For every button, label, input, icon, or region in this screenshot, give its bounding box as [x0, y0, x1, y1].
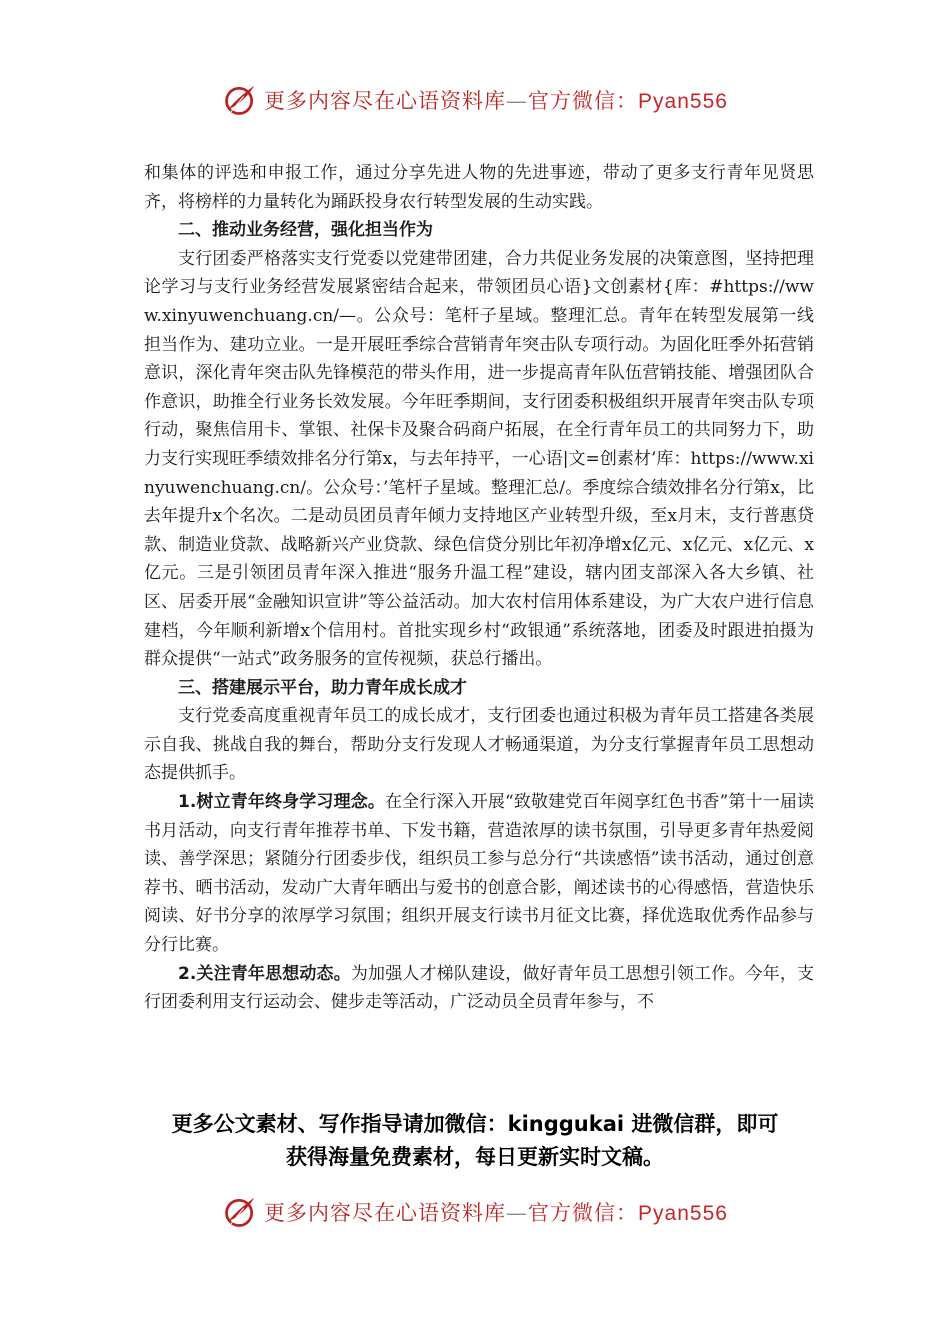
quill-logo-icon — [222, 82, 258, 118]
paragraph: 和集体的评选和申报工作，通过分享先进人物的先进事迹，带动了更多支行青年见贤思齐，将榜样的力量转化为踊跃投身农行转型发展的生动实践。 — [144, 163, 814, 212]
section-heading: 三、搭建展示平台，助力青年成长成才 — [178, 677, 467, 698]
promo-line-2: 获得海量免费素材，每日更新实时文稿。 — [286, 1145, 664, 1169]
quill-logo-icon — [222, 1194, 258, 1230]
subsection-lead: 1.树立青年终身学习理念。 — [178, 792, 386, 813]
paragraph: 支行团委严格落实支行党委以党建带团建，合力共促业务发展的决策意图，坚持把理论学习与支行业务经营发展紧密结合起来，带领团员心语}文创素材{库：#https://www.xinyuwenchuang.cn/—。公众号：笔杆子星域。整理汇总。青年在转型发展第一线担当作为、建功立业。一是开展旺季综合营销青年突击队专项行动。为固化旺季外拓营销意识，深化青年突击队先锋模范的带头作用，进一步提高青年队伍营销技能、增强团队合作意识，助推全行业务长效发展。今年旺季期间，支行团委积极组织开展青年突击队专项行动，聚焦信用卡、掌银、社保卡及聚合码商户拓展，在全行青年员工的共同努力下，助力支行实现旺季绩效排名分行第x，与去年持平，一心语|文=创素材’库：https://www.xinyuwenchuang.cn/。公众号：’笔杆子星域。整理汇总/。季度综合绩效排名分行第x，比去年提升x个名次。二是动员团员青年倾力支持地区产业转型升级，至x月末，支行普惠贷款、制造业贷款、战略新兴产业贷款、绿色信贷分别比年初净增x亿元、x亿元、x亿元、x亿元。三是引领团员青年深入推进“服务升温工程”建设，辖内团支部深入各大乡镇、社区、居委开展“金融知识宣讲”等公益活动。加大农村信用体系建设，为广大农户进行信息建档，今年顺利新增x个信用村。首批实现乡村“政银通”系统落地，团委及时跟进拍摄为群众提供“一站式”政务服务的宣传视频，获总行播出。 — [144, 248, 814, 670]
footer-banner — [0, 1192, 950, 1232]
subsection-lead: 2.关注青年思想动态。 — [178, 963, 351, 984]
header-banner — [0, 80, 950, 120]
promo-notice — [0, 1108, 950, 1174]
header-banner-text: 更多内容尽在心语资料库—官方微信：Pyan556 — [264, 89, 728, 113]
promo-line-1: 更多公文素材、写作指导请加微信：kinggukai 进微信群，即可 — [171, 1112, 779, 1136]
footer-banner-text: 更多内容尽在心语资料库—官方微信：Pyan556 — [264, 1201, 728, 1225]
document-body — [144, 159, 814, 1017]
paragraph — [144, 788, 814, 960]
paragraph: 支行党委高度重视青年员工的成长成才，支行团委也通过积极为青年员工搭建各类展示自我、挑战自我的舞台，帮助分支行发现人才畅通渠道，为分支行掌握青年员工思想动态提供抓手。 — [144, 706, 814, 784]
section-heading: 二、推动业务经营，强化担当作为 — [178, 220, 433, 241]
paragraph-text: 为加强人才梯队建设，做好青年员工思想引领工作。今年，支行团委利用支行运动会、健步走等活动，广泛动员全员青年参与，不 — [144, 963, 814, 1013]
paragraph — [144, 960, 814, 1017]
paragraph-text: 在全行深入开展“致敬建党百年阅享红色书香”第十一届读书月活动，向支行青年推荐书单、下发书籍，营造浓厚的读书氛围，引导更多青年热爱阅读、善学深思；紧随分行团委步伐，组织员工参与总分行“共读感悟”读书活动，通过创意荐书、晒书活动，发动广大青年晒出与爱书的创意合影，阐述读书的心得感悟，营造快乐阅读、好书分享的浓厚学习氛围；组织开展支行读书月征文比赛，择优选取优秀作品参与分行比赛。 — [144, 792, 814, 956]
